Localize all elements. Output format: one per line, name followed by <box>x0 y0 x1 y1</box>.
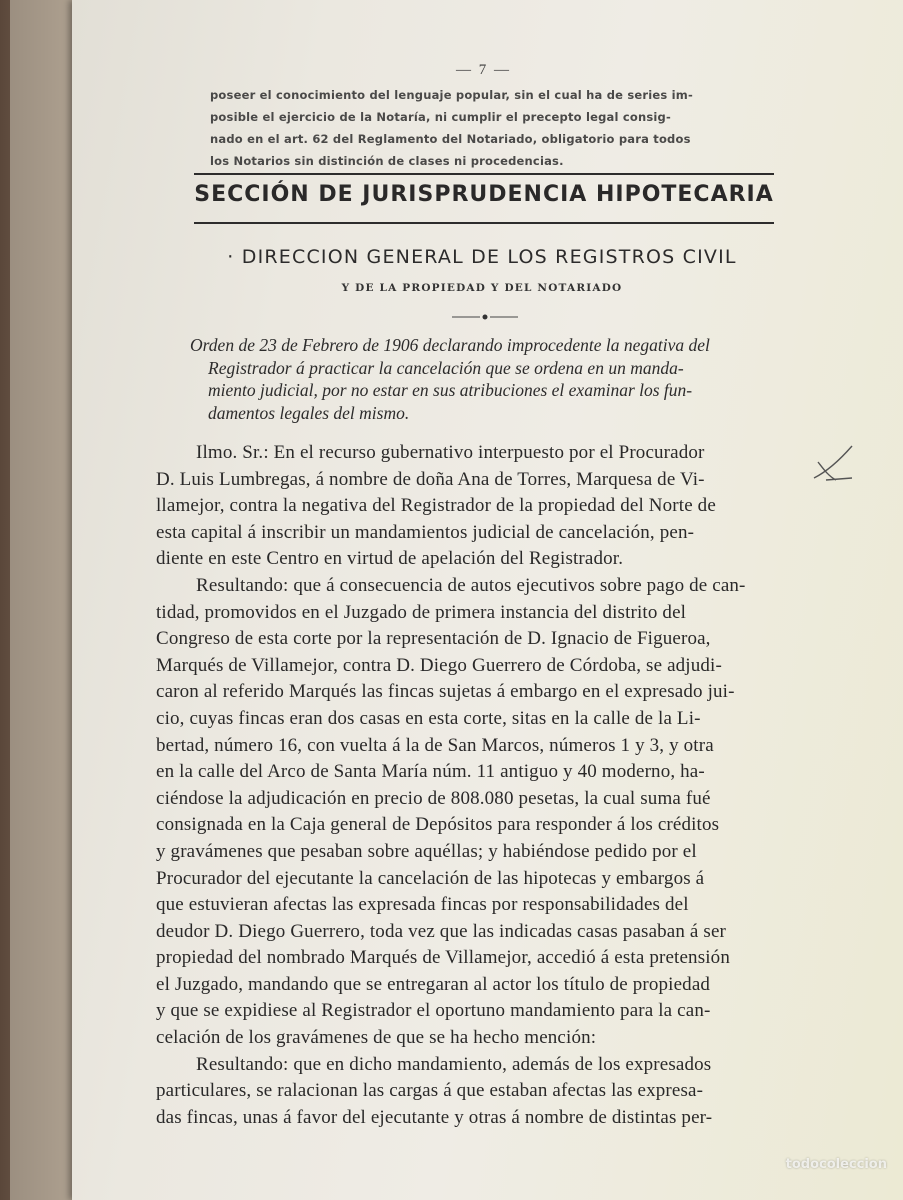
body-line: Resultando: que en dicho mandamiento, además de los expresados <box>196 1053 712 1075</box>
body-line: tidad, promovidos en el Juzgado de primera instancia del distrito del <box>156 601 687 623</box>
intro-paragraph <box>210 84 770 172</box>
body-line: y que se expidiese al Registrador el oportuno mandamiento para la can- <box>156 1000 711 1022</box>
intro-line: los Notarios sin distinción de clases ni procedencias. <box>210 154 564 168</box>
summary-line: miento judicial, por no estar en sus atribuciones el examinar los fun- <box>208 380 693 400</box>
body-line: Ilmo. Sr.: En el recurso gubernativo interpuesto por el Procurador <box>196 442 705 463</box>
body-text <box>156 440 836 1131</box>
body-line: el Juzgado, mandando que se entregaran al actor los título de propiedad <box>156 973 711 995</box>
body-line: diente en este Centro en virtud de apelación del Registrador. <box>156 548 624 570</box>
body-line: Congreso de esta corte por la representación de D. Ignacio de Figueroa, <box>156 628 711 650</box>
intro-line: posible el ejercicio de la Notaría, ni cumplir el precepto legal consig- <box>210 110 671 124</box>
body-line: consignada en la Caja general de Depósitos para responder á los créditos <box>156 814 720 836</box>
order-summary <box>190 334 790 424</box>
summary-line: Orden de 23 de Febrero de 1906 declarando improcedente la negativa del <box>190 335 710 355</box>
body-line: y gravámenes que pesaban sobre aquéllas; y habiéndose pedido por el <box>156 840 697 862</box>
body-line: Resultando: que á consecuencia de autos ejecutivos sobre pago de can- <box>196 574 746 596</box>
section-title: SECCIÓN DE JURISPRUDENCIA HIPOTECARIA <box>194 182 774 207</box>
body-line: bertad, número 16, con vuelta á la de San Marcos, números 1 y 3, y otra <box>156 734 714 756</box>
page-number: — 7 — <box>456 62 511 78</box>
section-rule-top <box>194 173 774 175</box>
body-line: esta capital á inscribir un mandamientos judicial de cancelación, pen- <box>156 521 695 543</box>
body-line: caron al referido Marqués las fincas sujetas á embargo en el expresado jui- <box>156 681 735 703</box>
body-line: celación de los gravámenes de que se ha hecho mención: <box>156 1027 597 1049</box>
body-line: cio, cuyas fincas eran dos casas en esta corte, sitas en la calle de la Li- <box>156 707 701 729</box>
body-line: en la calle del Arco de Santa María núm. 11 antiguo y 40 moderno, ha- <box>156 761 705 783</box>
body-line: Procurador del ejecutante la cancelación de las hipotecas y embargos á <box>156 867 705 889</box>
body-line: particulares, se ralacionan las cargas á que estaban afectas las expresa- <box>156 1080 704 1102</box>
intro-line: poseer el conocimiento del lenguaje popular, sin el cual ha de series im- <box>210 88 693 102</box>
summary-line: damentos legales del mismo. <box>208 402 410 423</box>
body-line: propiedad del nombrado Marqués de Villamejor, accedió á esta pretensión <box>156 947 730 969</box>
document-page <box>72 0 903 1200</box>
body-line: que estuvieran afectas las expresada fincas por responsabilidades del <box>156 894 689 916</box>
watermark: todocoleccion <box>785 1157 887 1172</box>
body-line: llamejor, contra la negativa del Registrador de la propiedad del Norte de <box>156 495 716 517</box>
body-line: das fincas, unas á favor del ejecutante y otras á nombre de distintas per- <box>156 1106 713 1128</box>
summary-line: Registrador á practicar la cancelación que se ordena en un manda- <box>208 357 684 378</box>
body-line: ciéndose la adjudicación en precio de 808.080 pesetas, la cual suma fué <box>156 787 711 809</box>
section-rule-bottom <box>194 222 774 224</box>
intro-line: nado en el art. 62 del Reglamento del Notariado, obligatorio para todos <box>210 132 691 146</box>
heading: · DIRECCION GENERAL DE LOS REGISTROS CIVIL <box>227 246 737 268</box>
body-line: D. Luis Lumbregas, á nombre de doña Ana de Torres, Marquesa de Vi- <box>156 468 705 490</box>
body-line: Marqués de Villamejor, contra D. Diego Guerrero de Córdoba, se adjudi- <box>156 654 722 676</box>
ornament-divider <box>450 312 520 322</box>
subheading: Y DE LA PROPIEDAD Y DEL NOTARIADO <box>341 282 623 294</box>
body-line: deudor D. Diego Guerrero, toda vez que las indicadas casas pasaban á ser <box>156 920 727 942</box>
